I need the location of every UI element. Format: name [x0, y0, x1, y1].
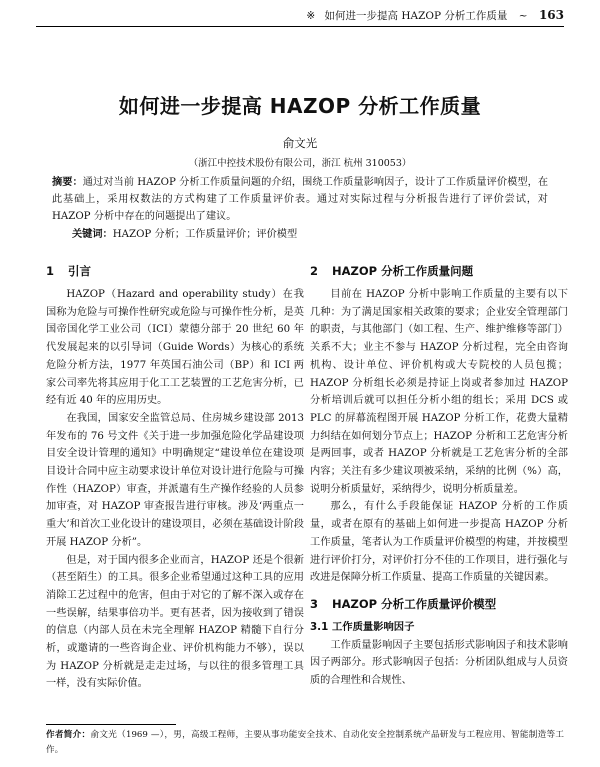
footnote-label: 作者简介： — [46, 730, 91, 740]
section-3-title: HAZOP 分析工作质量评价模型 — [332, 596, 497, 611]
subsection-3-1-heading — [310, 619, 568, 637]
running-head-mark: ※ — [306, 10, 316, 22]
section-1-title: 引言 — [68, 264, 91, 278]
running-head — [36, 8, 564, 27]
keywords-text: HAZOP 分析；工作质量评价；评价模型 — [112, 229, 298, 240]
section-2-paragraph-1: 目前在 HAZOP 分析中影响工作质量的主要有以下几种：为了满足国家相关政策的要求；企业安全管理部门的职责，与其他部门（如工程、生产、维护维修等部门）关系不大；业主不参与 HAZOP 分析过程，完全由咨询机构、设计单位、评价机构或大专院校的人员包揽；HAZOP 分析组长必须是持证上岗或者参加过 HAZOP 分析培训后就可以担任分析小组的组长；采用 DCS 或 PLC 的屏幕流程图开展 HAZOP 分析工作，花费大量精力纠结在如何划分节点上；HAZOP 分析和工艺危害分析是两回事，或者 HAZOP 分析就是工艺危害分析的全部内容；关注有多少建议项被采纳，采纳的比例（%）高，说明分析质量好，采纳得少，说明分析质量差。 — [310, 289, 568, 495]
section-1-paragraph-3: 但是，对于国内很多企业而言，HAZOP 还是个很新（甚至陌生）的工具。很多企业希望通过这种工具的应用消除工艺过程中的危害，但由于对它的了解不深入或存在一些误解，结果事倍功半。更有甚者，因为接收到了错误的信息（内部人员在未完全理解 HAZOP 精髓下自行分析，或邀请的一些咨询企业、评价机构能力不够），误以为 HAZOP 分析就是走走过场，与以往的很多管理工具一样，没有实际价值。 — [46, 554, 304, 690]
keywords — [72, 226, 548, 243]
running-head-title: 如何进一步提高 HAZOP 分析工作质量 — [324, 10, 508, 22]
section-1-paragraph-1: HAZOP（Hazard and operability study）在我国称为危险与可操作性研究或危险与可操作性分析，是英国帝国化学工业公司（ICI）蒙德分部于 20 世纪 60 年代发展起来的以引导词（Guide Words）为核心的系统危险分析方法，1977 年英国石油公司（BP）和 ICI 两家公司率先将其应用于化工工艺装置的工艺危害分析，已经有近 40 年的应用历史。 — [46, 289, 304, 407]
affiliation: （浙江中控技术股份有限公司，浙江 杭州 310053） — [188, 158, 412, 169]
section-gap — [310, 587, 568, 595]
page-number: 163 — [538, 8, 564, 22]
right-column — [310, 262, 568, 690]
left-column — [46, 262, 304, 693]
keywords-label: 关键词： — [72, 229, 113, 240]
section-2-heading — [310, 262, 568, 280]
section-2-paragraph-2: 那么，有什么手段能保证 HAZOP 分析的工作质量，或者在原有的基础上如何进一步提高 HAZOP 分析工作质量，笔者认为工作质量评价模型的构建，并按模型进行评价打分，对评价打分不佳的工作项目，进行强化与改进是保障分析工作质量、提高工作质量的关键因素。 — [310, 501, 568, 584]
abstract — [52, 174, 548, 225]
running-head-separator: ~ — [518, 10, 528, 22]
author: 俞文光 — [282, 136, 318, 150]
subsection-3-1-paragraph-1: 工作质量影响因子主要包括形式影响因子和技术影响因子两部分。形式影响因子包括：分析团队组成与人员资质的合理性和合规性、 — [310, 639, 568, 687]
article-title: 如何进一步提高 HAZOP 分析工作质量 — [118, 94, 482, 118]
subsection-3-1-number: 3.1 — [310, 620, 329, 633]
section-2-number: 2 — [310, 264, 319, 278]
abstract-label: 摘要： — [52, 177, 83, 188]
footnote — [46, 728, 564, 758]
footnote-text: 俞文光（1969 —），男，高级工程师，主要从事功能安全技术、自动化安全控制系统产品研发与工程应用、智能制造等工作。 — [46, 730, 564, 755]
section-1-number: 1 — [46, 264, 55, 278]
section-1-heading — [46, 262, 304, 280]
section-3-number: 3 — [310, 596, 319, 611]
subsection-3-1-title: 工作质量影响因子 — [332, 620, 415, 633]
footnote-rule — [46, 724, 176, 725]
section-1-paragraph-2: 在我国，国家安全监管总局、住房城乡建设部 2013 年发布的 76 号文件《关于进一步加强危险化学品建设项目安全设计管理的通知》中明确规定“建设单位在建设项目设计合同中应主动要求设计单位对设计进行危险与可操作性（HAZOP）审查，并派遣有生产操作经验的人员参加审查，对 HAZOP 审查报告进行审核。涉及‘两重点一重大’和首次工业化设计的建设项目，必须在基础设计阶段开展 HAZOP 分析”。 — [46, 412, 304, 548]
section-3-heading — [310, 595, 568, 613]
section-2-title: HAZOP 分析工作质量问题 — [332, 264, 474, 278]
abstract-text: 通过对当前 HAZOP 分析工作质量问题的介绍，围绕工作质量影响因子，设计了工作质量评价模型，在此基础上，采用权数法的方式构建了工作质量评价表。通过对实际过程与分析报告进行了评价尝试，对 HAZOP 分析中存在的问题提出了建议。 — [52, 177, 549, 222]
